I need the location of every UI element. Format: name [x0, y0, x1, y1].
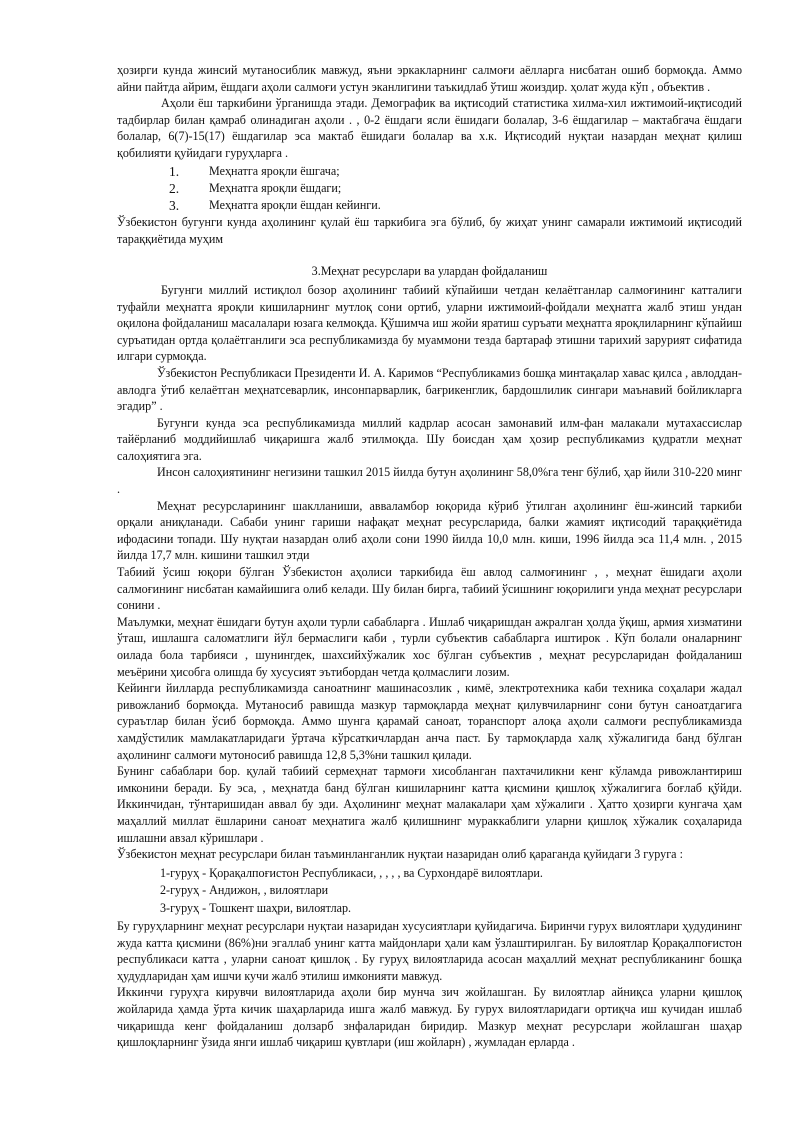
- list-item: [117, 180, 742, 197]
- regional-groups-list: [117, 865, 742, 917]
- paragraph-causes: Бунинг сабаблари бор. қулай табиий сермеҳнат тармоғи хисобланган пахтачиликни кенг кўламда ривожлантириш имконини беради. Бу эса, , меҳнатда банд бўлган кишиларнинг катта қисмини қишлоқ хўжалигига боғлаб қўйди. Иккинчидан, тўнтаришидан аввал бу эди. Аҳолининг меҳнат малакалари ҳам хўжалиги . Ҳатто ҳозирги кунгача ҳам маҳаллий миллат ёшларини саноат меҳнатига жалб қилишнинг мураккаблиги уларни қишлоқ хўжалик соҳаларида ишлашни авзал кўришлари .: [117, 764, 742, 845]
- group-item: 1-гуруҳ - Қорақалпоғистон Республикаси, , , , , ва Сурхондарё вилоятлари.: [160, 865, 543, 880]
- paragraph-labor-formation: Меҳнат ресурсларининг шаклланиши, авваламбор юқорида кўриб ўтилган аҳолининг ёш-жинсий таркиби орқали аниқланади. Сабаби унинг гариши нафақат меҳнат ресурсларида, балки жамият иқтисодий тараққиётида ифодасини топади. Шу нуқтаи назардан олиб аҳоли сони 1990 йилда 10,0 млн. киши, 1996 йилда эса 11,4 млн. , 2015 йилда 17,7 млн. кишини ташкил этди: [117, 498, 742, 563]
- paragraph-working-age-reasons: Маълумки, меҳнат ёшидаги бутун аҳоли турли сабабларга . Ишлаб чиқаришдан ажралган ҳолда ўқиш, армия хизматини ўташ, ишлашга саломатлиги йўл бермаслиги каби , турли субъектив сабабларга иштирок . Кўп болали оналарнинг оилада бола тарбияси , шунингдек, шахсийхўжалик хос бўлган субъектив , меҳнат ресурсларидан фойдаланиш меъёрини ҳисобга олишда бу хусусият эътибордан четда қолмаслиги лозим.: [117, 614, 742, 679]
- paragraph-president-quote: Ўзбекистон Республикаси Президенти И. А. Каримов “Республикамиз бошқа минтақалар хавас қилса , авлоддан-авлодга ўтиб келаётган меҳнатсеварлик, инсонпарварлик, бағрикенглик, бардошлилик сингари маънавий бойликларга эгадир” .: [117, 365, 742, 414]
- section-heading: 3.Меҳнат ресурслари ва улардан фойдаланиш: [311, 264, 548, 279]
- paragraph-labor-growth: Бугунги миллий истиқлол бозор аҳолининг табиий кўпайиши четдан келаётганлар салмоғининг катталиги туфайли меҳнатга яроқли кишиларнинг мутлоқ сони ортиб, уларни ижтимоий-фойдали меҳнатга жалб этиш ундан оқилона фойдаланиш масалалари юзага келмоқда. Қўшимча иш жойи яратиш суръати меҳнатга яроқлиларнинг кўпайиш суръатидан ортда қолаётганлиги эса республикамизда бу муаммони тезда бартараф этишни тарихий зарурият сифатида илгари сурмоқда.: [117, 282, 742, 364]
- paragraph-age-structure: Аҳоли ёш таркибини ўрганишда этади. Демографик ва иқтисодий статистика хилма-хил ижтимоий-иқтисодий тадбирлар билан қамраб олинадиган аҳоли . , 0-2 ёшдаги ясли ёшидаги болалар, 3-6 ёшдагилар – мактабгача ёшдаги болалар, 6(7)-15(17) ёшдагилар эса мактаб ёшидаги болалар ва х.к. Иқтисодий нуқтаи назардан меҳнат қилиш қобилияти қуйидаги гуруҳларга .: [117, 96, 742, 160]
- list-item-text: Меҳнатга яроқли ёшгача;: [209, 163, 340, 178]
- list-item-number: 3.: [169, 197, 180, 213]
- paragraph-group-features: Бу гуруҳларнинг меҳнат ресурслари нуқтаи назаридан хусусиятлари қуйидагича. Биринчи гурух вилоятлари ҳудудининг жуда катта қисмини (86%)ни эгаллаб унинг катта майдонлари ҳали кам ўзлаштирилган. Бу вилоятлар Қорақалпоғистон республикаси катта , уларни саноат қишлоқ . Бу гуруҳ вилоятларида асосан маҳаллий меҳнат республиканинг бошқа ҳудудларидан ҳам ишчи кучи жалб этилиш имконияти мавжуд.: [117, 918, 742, 983]
- paragraph-second-group: Иккинчи гуруҳга кирувчи вилоятларида аҳоли бир мунча зич жойлашган. Бу вилоятлар айниқса уларни қишлоқ жойларида ҳамда ўрта кичик шаҳарларида ишга жалб мавжуд. Бу гурух вилоятларидаги ортиқча иш кучидан ишлаб чиқаришда кенг фойдаланиш долзарб знфаларидан биридир. Мазкур меҳнат ресурслари жойлашган шаҳар қишлоқларнинг ўзида янги ишлаб чиқариш қувтлари (иш жойларн) , жумладан ерларда .: [117, 985, 742, 1050]
- list-item-number: 1.: [169, 163, 180, 179]
- working-age-group-list: [117, 163, 742, 215]
- list-item-text: Меҳнатга яроқли ёшдан кейинги.: [209, 197, 381, 212]
- group-item: 2-гуруҳ - Андижон, , вилоятлари: [160, 883, 329, 898]
- group-item: 3-гуруҳ - Тошкент шаҳри, вилоятлар.: [160, 900, 352, 915]
- paragraph-human-potential: Инсон салоҳиятининг негизини ташкил 2015 йилда бутун аҳолининг 58,0%га тенг бўлиб, ҳар йили 310-220 минг .: [117, 465, 742, 497]
- paragraph-favorable-structure: Ўзбекистон бугунги кунда аҳолининг қулай ёш таркибига эга бўлиб, бу жиҳат унинг самарали ижтимоий иқтисодий тараққиётида муҳим: [117, 215, 742, 246]
- paragraph-gender-balance: ҳозирги кунда жинсий мутаносиблик мавжуд, яъни эркакларнинг салмоғи аёлларга нисбатан ошиб бормоқда. Аммо айни пайтда айрим, ёшдаги аҳоли салмоғи устун эканлигини таъкидлаб ўтиш жоиздир. ҳолат жуда кўп , объектив .: [117, 63, 742, 94]
- paragraph-natural-growth: Табиий ўсиш юқори бўлган Ўзбекистон аҳолиси таркибида ёш авлод салмоғининг , , меҳнат ёшидаги аҳоли салмоғининг нисбатан камайишига олиб келади. Шу билан бирга, табиий ўсишнинг юқорилиги унда меҳнат ресурслари сонини .: [117, 565, 742, 613]
- paragraph-regional-groups-intro: Ўзбекистон меҳнат ресурслари билан таъминланганлик нуқтаи назаридан олиб қараганда қуйидаги 3 гуруга :: [117, 847, 683, 862]
- paragraph-national-cadres: Бугунги кунда эса республикамизда миллий кадрлар асосан замонавий илм-фан малакали мутахассислар тайёрланиб моддийишлаб чиқаришга жалб этилмоқда. Шу боисдан ҳам ҳозир республикамиз қудратли меҳнат салоҳиятига эга.: [117, 415, 742, 463]
- paragraph-industry-development: Кейинги йилларда республикамизда саноатнинг машинасозлик , кимё, электротехника каби техника соҳалари жадал ривожланиб бормоқда. Мутаносиб равишда мазкур тармоқларда меҳнат қилувчиларнинг сони бутун саноатдагига сураътлар билан ўсиб бормоқда. Аммо шунга қарамай саноат, торанспорт алоқа аҳоли салмоғи республикамизда хамдўстилик мамлакатларидаги ўртача кўрсаткичлардан анча паст. Бу тармоқларда халқ хўжалигида банд бўлган аҳолининг салмоғи мутоносиб равишда 12,8 5,3%ни ташкил қилади.: [117, 681, 742, 762]
- list-item-number: 2.: [169, 180, 180, 196]
- list-item: [117, 163, 742, 180]
- list-item-text: Меҳнатга яроқли ёшдаги;: [209, 180, 342, 195]
- document-page: [117, 62, 742, 1051]
- list-item: [117, 197, 742, 214]
